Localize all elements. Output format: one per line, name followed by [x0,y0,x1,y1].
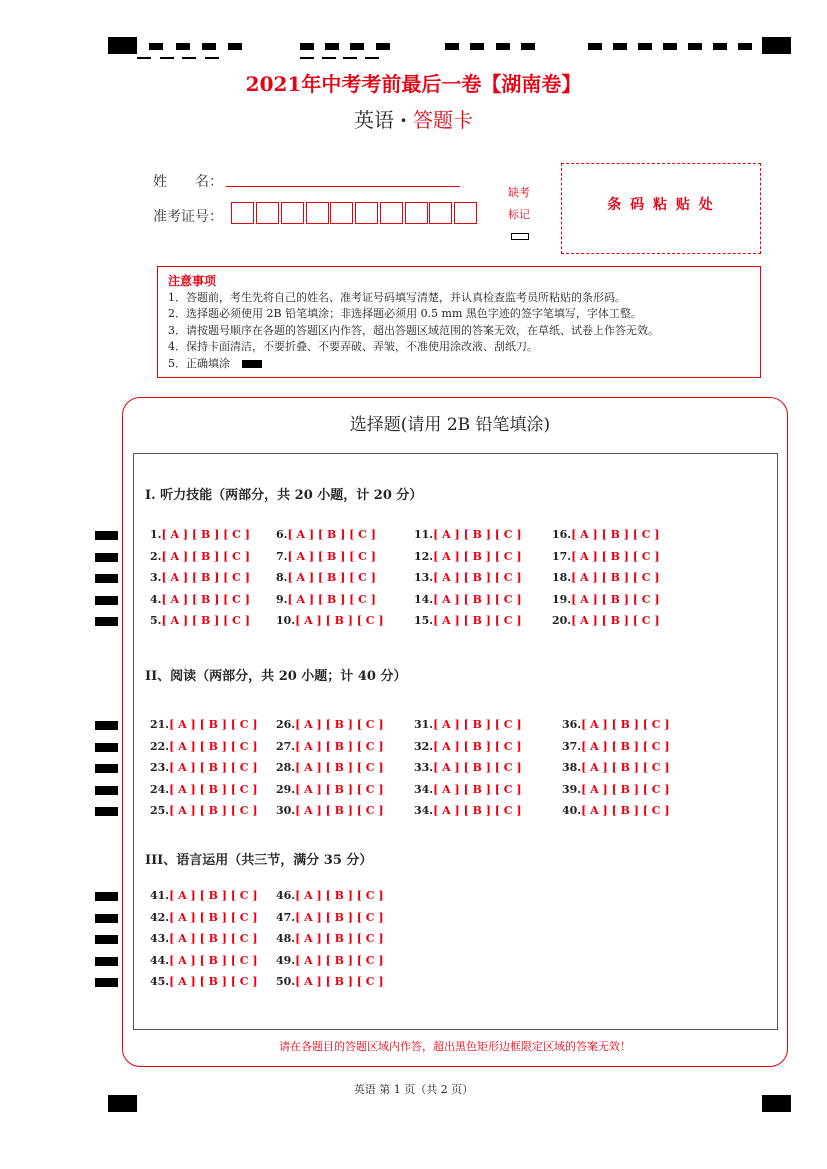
answer-options[interactable]: [ A ] [ B ] [ C ] [169,932,258,946]
answer-options[interactable]: [ A ] [ B ] [ C ] [169,910,258,924]
timing-mark-bottom-right [762,1095,791,1112]
question-item[interactable] [414,804,522,817]
answer-options[interactable]: [ A ] [ B ] [ C ] [571,528,660,541]
answer-options[interactable]: [ A ] [ B ] [ C ] [161,571,250,585]
question-number: 28. [276,761,296,775]
answer-options[interactable]: [ A ] [ B ] [ C ] [571,571,660,585]
question-number: 7. [276,549,288,563]
answer-options[interactable]: [ A ] [ B ] [ C ] [287,592,376,606]
question-item[interactable] [276,528,376,541]
question-number: 27. [276,739,296,753]
notice-item: 2．选择题必须使用 2B 铅笔填涂；非选择题必须用 0.5 mm 黑色字迹的签字笔填写，字体工整。 [168,307,642,320]
question-item[interactable] [150,593,250,606]
question-number: 23. [150,761,170,775]
question-item[interactable] [276,804,384,817]
question-item[interactable] [414,571,522,584]
answer-options[interactable]: [ A ] [ B ] [ C ] [295,614,384,628]
answer-options[interactable]: [ A ] [ B ] [ C ] [161,549,250,563]
question-number: 45. [150,975,170,989]
answer-options[interactable]: [ A ] [ B ] [ C ] [581,761,670,775]
absent-mark-box[interactable] [511,233,529,240]
question-item[interactable] [276,740,384,753]
answer-options[interactable]: [ A ] [ B ] [ C ] [169,782,258,796]
answer-options[interactable]: [ A ] [ B ] [ C ] [169,889,258,902]
card-name: 答题卡 [412,108,473,132]
name-label: 姓 名： [153,174,223,190]
question-number: 11. [414,528,434,541]
question-number: 18. [552,571,572,585]
question-number: 14. [414,592,434,606]
answer-options[interactable]: [ A ] [ B ] [ C ] [295,718,384,731]
notice-title: 注意事项 [168,274,217,288]
question-item[interactable] [150,932,258,945]
timing-mark [95,553,118,562]
answer-options[interactable]: [ A ] [ B ] [ C ] [433,718,522,731]
timing-mark [95,807,118,816]
notice-item-text: 5．正确填涂 [168,356,230,370]
answer-options[interactable]: [ A ] [ B ] [ C ] [433,804,522,818]
notice-item: 3．请按题号顺序在各题的答题区内作答，超出答题区域范围的答案无效，在草纸、试卷上作答无效。 [168,323,659,337]
answer-options[interactable]: [ A ] [ B ] [ C ] [433,592,522,606]
question-item[interactable] [276,783,384,796]
section-title-language: III、语言运用（共三节，满分 35 分） [145,853,373,868]
question-number: 15. [414,614,434,628]
question-number: 6. [276,528,288,541]
timing-mark [95,574,118,583]
answer-options[interactable]: [ A ] [ B ] [ C ] [433,614,522,628]
question-number: 37. [562,739,582,753]
question-number: 50. [276,975,296,989]
question-number: 46. [276,889,296,902]
question-number: 12. [414,549,434,563]
question-item[interactable] [276,718,384,731]
name-input-line[interactable] [226,186,460,187]
answer-options[interactable]: [ A ] [ B ] [ C ] [169,761,258,775]
question-number: 39. [562,782,582,796]
question-number: 26. [276,718,296,731]
question-number: 3. [150,571,162,585]
question-item[interactable] [552,528,660,541]
question-item[interactable] [276,761,384,774]
answer-options[interactable]: [ A ] [ B ] [ C ] [581,739,670,753]
question-item[interactable] [276,889,384,902]
question-item[interactable] [150,740,258,753]
question-number: 41. [150,889,170,902]
answer-options[interactable]: [ A ] [ B ] [ C ] [581,718,670,731]
timing-mark [95,914,118,923]
question-item[interactable] [414,528,522,541]
question-item[interactable] [150,911,258,924]
question-item[interactable] [414,761,522,774]
question-item[interactable] [150,954,258,967]
subject-name: 英语 [354,108,395,132]
timing-mark [95,978,118,987]
question-number: 32. [414,739,434,753]
answer-options[interactable]: [ A ] [ B ] [ C ] [433,782,522,796]
question-number: 30. [276,804,296,818]
answer-options[interactable]: [ A ] [ B ] [ C ] [295,761,384,775]
question-number: 38. [562,761,582,775]
card-subtitle [0,104,827,133]
question-item[interactable] [150,718,258,731]
question-item[interactable] [562,783,670,796]
question-item[interactable] [276,954,384,967]
question-number: 22. [150,739,170,753]
question-item[interactable] [552,614,660,627]
question-number: 16. [552,528,572,541]
answer-options[interactable]: [ A ] [ B ] [ C ] [287,528,376,541]
answer-options[interactable]: [ A ] [ B ] [ C ] [169,718,258,731]
barcode-label: 条 码 粘 贴 处 [607,197,715,213]
answer-options[interactable]: [ A ] [ B ] [ C ] [287,549,376,563]
timing-mark [95,935,118,944]
question-item[interactable] [562,740,670,753]
notice-box [157,266,761,378]
subtitle-dot: · [400,108,407,132]
question-number: 29. [276,782,296,796]
question-item[interactable] [150,889,258,902]
exam-title: 2021年中考考前最后一卷【湖南卷】 [245,72,582,96]
answer-options[interactable]: [ A ] [ B ] [ C ] [571,614,660,628]
question-number: 19. [552,592,572,606]
question-number: 1. [150,528,162,541]
question-number: 43. [150,932,170,946]
question-item[interactable] [276,550,376,563]
question-item[interactable] [150,528,250,541]
question-item[interactable] [150,761,258,774]
question-item[interactable] [552,571,660,584]
question-number: 21. [150,718,170,731]
question-item[interactable] [276,571,376,584]
answer-options[interactable]: [ A ] [ B ] [ C ] [571,549,660,563]
question-number: 20. [552,614,572,628]
question-number: 47. [276,910,296,924]
question-number: 34. [414,804,434,818]
section-title-reading: II、阅读（两部分，共 20 小题；计 40 分） [145,669,407,684]
barcode-area [561,163,761,254]
question-number: 9. [276,592,288,606]
question-number: 34. [414,782,434,796]
answer-options[interactable]: [ A ] [ B ] [ C ] [295,953,384,967]
answer-options[interactable]: [ A ] [ B ] [ C ] [161,614,250,628]
question-number: 10. [276,614,296,628]
timing-mark [95,617,118,626]
question-number: 4. [150,592,162,606]
answer-options[interactable]: [ A ] [ B ] [ C ] [433,761,522,775]
question-item[interactable] [150,783,258,796]
question-number: 44. [150,953,170,967]
question-item[interactable] [150,975,258,988]
answer-options[interactable]: [ A ] [ B ] [ C ] [295,804,384,818]
answer-options[interactable]: [ A ] [ B ] [ C ] [287,571,376,585]
timing-mark [95,957,118,966]
choice-heading: 选择题(请用 2B 铅笔填涂) [349,415,551,435]
page-footer: 英语 第 1 页（共 2 页） [353,1083,474,1096]
question-item[interactable] [276,932,384,945]
timing-mark [95,743,118,752]
answer-options[interactable]: [ A ] [ B ] [ C ] [295,975,384,989]
question-number: 13. [414,571,434,585]
correct-fill-sample [242,360,262,368]
answer-options[interactable]: [ A ] [ B ] [ C ] [433,549,522,563]
answer-options[interactable]: [ A ] [ B ] [ C ] [571,592,660,606]
question-item[interactable] [552,593,660,606]
answer-options[interactable]: [ A ] [ B ] [ C ] [581,804,670,818]
question-item[interactable] [414,783,522,796]
question-number: 40. [562,804,582,818]
question-item[interactable] [562,761,670,774]
answer-options[interactable]: [ A ] [ B ] [ C ] [433,528,522,541]
question-item[interactable] [276,593,376,606]
question-item[interactable] [276,911,384,924]
answer-options[interactable]: [ A ] [ B ] [ C ] [295,932,384,946]
question-number: 36. [562,718,582,731]
answer-options[interactable]: [ A ] [ B ] [ C ] [295,910,384,924]
question-number: 33. [414,761,434,775]
section-title-listening: I. 听力技能（两部分，共 20 小题，计 20 分） [145,488,423,503]
timing-mark [95,892,118,901]
answer-options[interactable]: [ A ] [ B ] [ C ] [169,804,258,818]
question-item[interactable] [552,550,660,563]
question-item[interactable] [414,740,522,753]
question-item[interactable] [276,975,384,988]
question-item[interactable] [150,804,258,817]
answer-options[interactable]: [ A ] [ B ] [ C ] [295,782,384,796]
timing-mark [95,531,118,540]
answer-options[interactable]: [ A ] [ B ] [ C ] [161,592,250,606]
timing-mark [95,721,118,730]
question-number: 2. [150,549,162,563]
question-number: 49. [276,953,296,967]
question-item[interactable] [276,614,384,627]
absent-label-2: 标记 [508,208,530,221]
question-item[interactable] [414,593,522,606]
answer-options[interactable]: [ A ] [ B ] [ C ] [295,889,384,902]
answer-options[interactable]: [ A ] [ B ] [ C ] [433,739,522,753]
question-item[interactable] [414,614,522,627]
answer-options[interactable]: [ A ] [ B ] [ C ] [161,528,250,541]
notice-item: 4．保持卡面清洁，不要折叠、不要弄破、弄皱，不准使用涂改液、刮纸刀。 [168,340,538,353]
question-item[interactable] [414,550,522,563]
answer-options[interactable]: [ A ] [ B ] [ C ] [169,975,258,989]
question-item[interactable] [150,614,250,627]
question-item[interactable] [562,804,670,817]
question-number: 8. [276,571,288,585]
answer-warning: 请在各题目的答题区域内作答，超出黑色矩形边框限定区域的答案无效！ [279,1040,631,1053]
question-number: 24. [150,782,170,796]
answer-options[interactable]: [ A ] [ B ] [ C ] [169,739,258,753]
timing-mark [95,764,118,773]
question-number: 5. [150,614,162,628]
question-item[interactable] [150,571,250,584]
question-item[interactable] [562,718,670,731]
question-number: 25. [150,804,170,818]
answer-options[interactable]: [ A ] [ B ] [ C ] [295,739,384,753]
answer-options[interactable]: [ A ] [ B ] [ C ] [169,953,258,967]
question-number: 42. [150,910,170,924]
question-item[interactable] [150,550,250,563]
notice-item: 1．答题前，考生先将自己的姓名、准考证号码填写清楚，并认真检查监考员所粘贴的条形码。 [168,290,626,304]
question-number: 17. [552,549,572,563]
answer-options[interactable]: [ A ] [ B ] [ C ] [581,782,670,796]
answer-options[interactable]: [ A ] [ B ] [ C ] [433,571,522,585]
question-number: 31. [414,718,434,731]
timing-mark-bottom-left [108,1095,137,1112]
question-number: 48. [276,932,296,946]
question-item[interactable] [414,718,522,731]
notice-item [168,356,750,373]
timing-mark [95,596,118,605]
absent-label-1: 缺考 [508,186,530,199]
exam-number-label: 准考证号： [153,209,223,225]
timing-mark [95,786,118,795]
